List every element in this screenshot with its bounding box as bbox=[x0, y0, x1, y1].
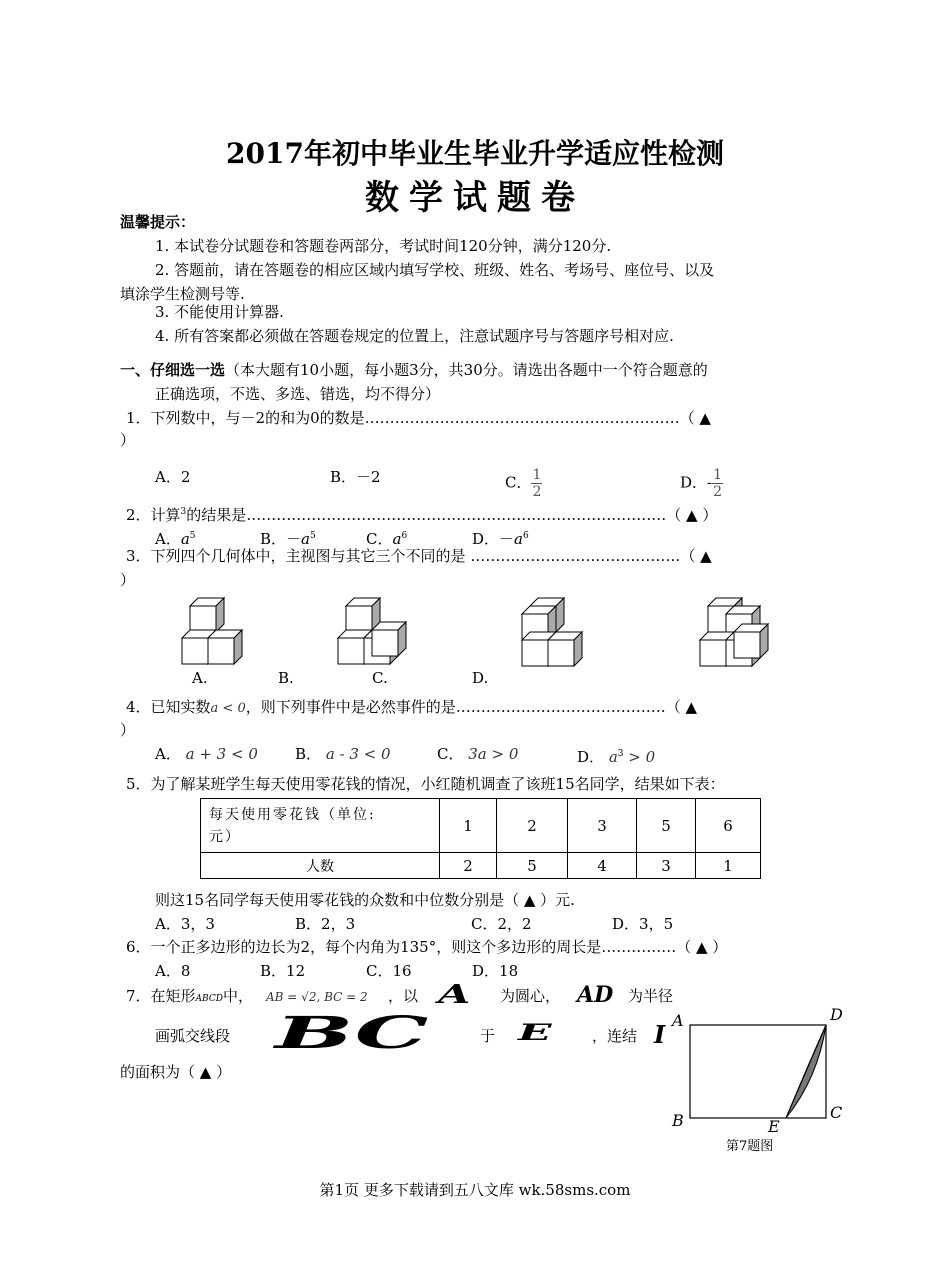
q7-stem-pre: 7．在矩形ABCD中， bbox=[126, 987, 253, 1005]
q4-stem: 4．已知实数a < 0，则下列事件中是必然事件的是……………………………………（ ▲ bbox=[126, 698, 698, 716]
solid-c bbox=[522, 598, 582, 666]
section1-desc2: 正确选项，不选、多选、错选，均不得分） bbox=[155, 385, 441, 403]
table-header-cell: 每天使用零花钱（单位: 元） bbox=[201, 799, 440, 853]
q7-comma: ，以 bbox=[388, 987, 419, 1005]
q1-option-a: A．2 bbox=[155, 468, 191, 486]
q4-option-b: B． a - 3 < 0 bbox=[295, 745, 391, 763]
solid-d bbox=[700, 598, 768, 666]
q1-option-d bbox=[680, 467, 723, 500]
q5-option-b: B．2，3 bbox=[295, 915, 356, 933]
solid-a bbox=[182, 598, 242, 664]
q3-stem: 3．下列四个几何体中，主视图与其它三个不同的是 ……………………………………（ ▲ bbox=[126, 547, 712, 565]
q5-option-a: A．3，3 bbox=[155, 915, 215, 933]
q5-table bbox=[200, 798, 761, 879]
q4-option-d: D． $a^3 > 0$ bbox=[577, 748, 656, 766]
q2-option-b: B．$-a^5$ bbox=[260, 530, 316, 548]
q1-stem: 1．下列数中，与－2的和为0的数是………………………………………………………（ ▲ bbox=[126, 409, 711, 427]
q7-radius: AD bbox=[577, 982, 614, 1008]
segment-de bbox=[786, 1025, 826, 1118]
q2-post: 的结果是…………………………………………………………………………（ ▲ ） bbox=[186, 506, 718, 524]
q1-option-b: B．－2 bbox=[330, 468, 381, 486]
q7-segment: BC bbox=[275, 1008, 429, 1059]
q6-option-d: D．18 bbox=[472, 962, 519, 980]
q4-option-a: A． a + 3 < 0 bbox=[155, 745, 258, 763]
tip-item: 3. 不能使用计算器. bbox=[155, 303, 284, 321]
section1-line1 bbox=[120, 360, 708, 380]
q1-d-fraction bbox=[712, 467, 723, 500]
q2-stem bbox=[126, 502, 717, 525]
exam-subtitle: 数学试题卷 bbox=[365, 178, 585, 218]
q5-option-c: C．2，2 bbox=[471, 915, 532, 933]
tip-item: 4. 所有答案都必须做在答题卷规定的位置上，注意试题序号与答题序号相对应. bbox=[155, 327, 674, 345]
q1-option-c bbox=[505, 467, 542, 500]
q4-close: ） bbox=[120, 721, 136, 739]
q3-label-d: D. bbox=[472, 669, 489, 687]
q3-solids-figure bbox=[170, 592, 810, 670]
frac-num: 1 bbox=[713, 467, 723, 483]
q7-connect: ，连结 bbox=[592, 1027, 638, 1045]
q3-label-a: A. bbox=[192, 669, 208, 687]
frac-num: 1 bbox=[532, 467, 542, 483]
q7-line3: 的面积为（ ▲ ） bbox=[120, 1063, 232, 1081]
table-cell: 4 bbox=[568, 853, 637, 879]
q5-stem: 5．为了解某班学生每天使用零花钱的情况，小红随机调查了该班15名同学，结果如下表： bbox=[126, 775, 725, 793]
q7-yu: 于 bbox=[480, 1027, 496, 1045]
q3-label-b: B. bbox=[278, 669, 294, 687]
q2-option-d: D．$-a^6$ bbox=[472, 530, 529, 548]
table-row bbox=[201, 853, 761, 879]
fig-label-e: E bbox=[768, 1117, 780, 1136]
section1-heading: 一、仔细选一选 bbox=[120, 361, 226, 379]
q2-pre: 2．计算 bbox=[126, 506, 181, 524]
exam-title: 2017年初中毕业生毕业升学适应性检测 bbox=[226, 137, 724, 170]
q3-close: ） bbox=[120, 571, 136, 589]
q6-option-b: B．12 bbox=[260, 962, 306, 980]
table-row bbox=[201, 799, 761, 853]
table-cell: 6 bbox=[696, 799, 761, 853]
table-cell: 5 bbox=[497, 853, 568, 879]
table-cell: 1 bbox=[440, 799, 497, 853]
tip-item: 1. 本试卷分试题卷和答题卷两部分，考试时间120分钟，满分120分. bbox=[155, 237, 612, 255]
fig-label-d: D bbox=[830, 1008, 843, 1024]
q2-option-c: C．$a^6$ bbox=[366, 530, 408, 548]
fig-label-a: A bbox=[672, 1011, 684, 1030]
table-cell: 2 bbox=[497, 799, 568, 853]
q7-center-text: 为圆心， bbox=[500, 987, 561, 1005]
frac-den: 2 bbox=[532, 484, 542, 500]
tip-item: 填涂学生检测号等. bbox=[120, 285, 245, 303]
table-cell: 2 bbox=[440, 853, 497, 879]
q2-sup: 3 bbox=[180, 507, 187, 517]
q7-figure bbox=[668, 1008, 850, 1158]
fig-label-b: B bbox=[672, 1111, 684, 1130]
table-cell: 3 bbox=[568, 799, 637, 853]
fig-caption: 第7题图 bbox=[726, 1139, 774, 1154]
q7-line2-pre: 画弧交线段 bbox=[155, 1027, 231, 1045]
frac-den: 2 bbox=[713, 484, 723, 500]
table-cell: 1 bbox=[696, 853, 761, 879]
q7-point: E bbox=[518, 1020, 552, 1046]
table-cell: 5 bbox=[637, 799, 696, 853]
q3-label-c: C. bbox=[372, 669, 388, 687]
q1-close: ） bbox=[120, 431, 136, 449]
q7-radius-text: 为半径 bbox=[628, 987, 674, 1005]
tips-heading: 温馨提示： bbox=[120, 213, 196, 231]
fig-label-c: C bbox=[830, 1103, 843, 1122]
q2-option-a: A．$a^5$ bbox=[155, 530, 196, 548]
q7-connect-trunc: I bbox=[654, 1020, 666, 1049]
tip-item: 2. 答题前，请在答题卷的相应区域内填写学校、班级、姓名、考场号、座位号、以及 bbox=[155, 261, 715, 279]
q5-follow: 则这15名同学每天使用零花钱的众数和中位数分别是（ ▲ ）元. bbox=[155, 891, 575, 909]
table-cell: 3 bbox=[637, 853, 696, 879]
q1-d-label: D．- bbox=[680, 473, 713, 492]
table-header-cell: 人数 bbox=[201, 853, 440, 879]
q6-stem: 6．一个正多边形的边长为2，每个内角为135°，则这个多边形的周长是……………（ ▲ ） bbox=[126, 938, 728, 956]
q1-c-fraction bbox=[531, 467, 542, 500]
q7-center-letter: A bbox=[438, 980, 471, 1010]
q1-c-label: C． bbox=[505, 473, 532, 492]
solid-b bbox=[338, 598, 406, 664]
q4-option-c: C． 3a > 0 bbox=[437, 745, 519, 763]
q6-option-c: C．16 bbox=[366, 962, 412, 980]
page-footer: 第1页 更多下载请到五八文库 wk.58sms.com bbox=[319, 1181, 631, 1199]
q7-condition: AB = √2, BC = 2 bbox=[266, 990, 368, 1004]
q5-option-d: D．3，5 bbox=[612, 915, 674, 933]
section1-desc: （本大题有10小题，每小题3分，共30分。请选出各题中一个符合题意的 bbox=[225, 361, 708, 379]
q6-option-a: A．8 bbox=[155, 962, 191, 980]
